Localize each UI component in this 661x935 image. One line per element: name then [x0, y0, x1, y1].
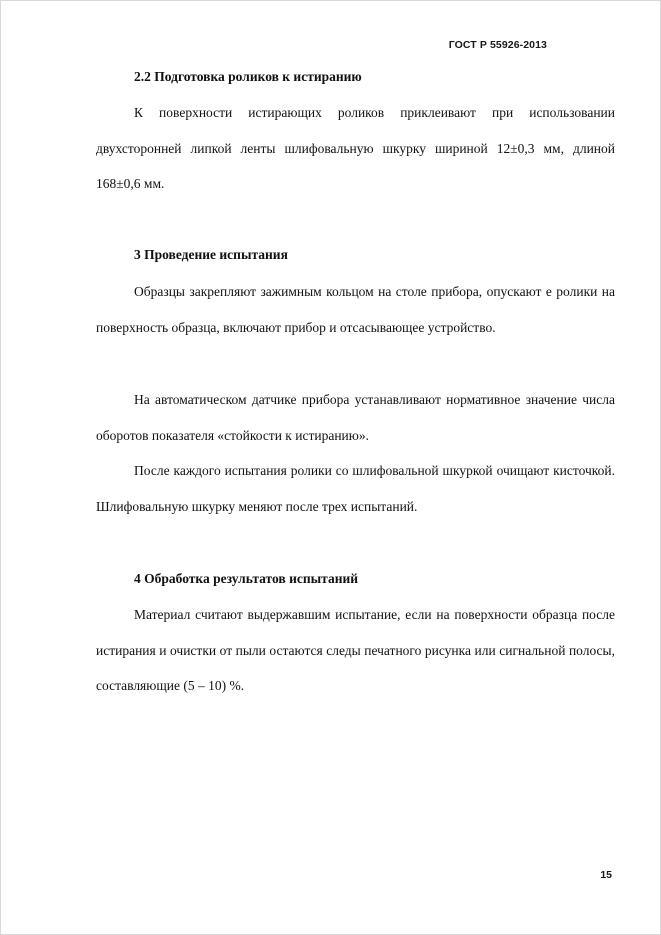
paragraph-4-1: Материал считают выдержавшим испытание, если на поверхности образца после истирания и очистки от пыли остаются следы печатного рисунка или сигнальной полосы, составляющие (5 – 10) %.: [96, 607, 615, 693]
page-number: 15: [600, 869, 612, 881]
paragraph-3-2: На автоматическом датчике прибора устанавливают нормативное значение числа оборотов показателя «стойкости к истиранию».: [96, 392, 615, 443]
document-code: ГОСТ Р 55926-2013: [448, 39, 547, 51]
paragraph-2-2-1: К поверхности истирающих роликов приклеивают при использовании двухсторонней липкой ленты шлифовальную шкурку шириной 12±0,3 мм, длиной 168±0,6 мм.: [96, 105, 615, 191]
section-heading-4: 4 Обработка результатов испытаний: [134, 571, 359, 586]
paragraph-3-1: Образцы закрепляют зажимным кольцом на столе прибора, опускают е ролики на поверхность образца, включают прибор и отсасывающее устройство.: [96, 284, 615, 335]
section-heading-2-2: 2.2 Подготовка роликов к истиранию: [134, 69, 362, 84]
section-heading-3: 3 Проведение испытания: [134, 247, 288, 262]
paragraph-3-3: После каждого испытания ролики со шлифовальной шкуркой очищают кисточкой. Шлифовальную шкурку меняют после трех испытаний.: [96, 463, 615, 514]
